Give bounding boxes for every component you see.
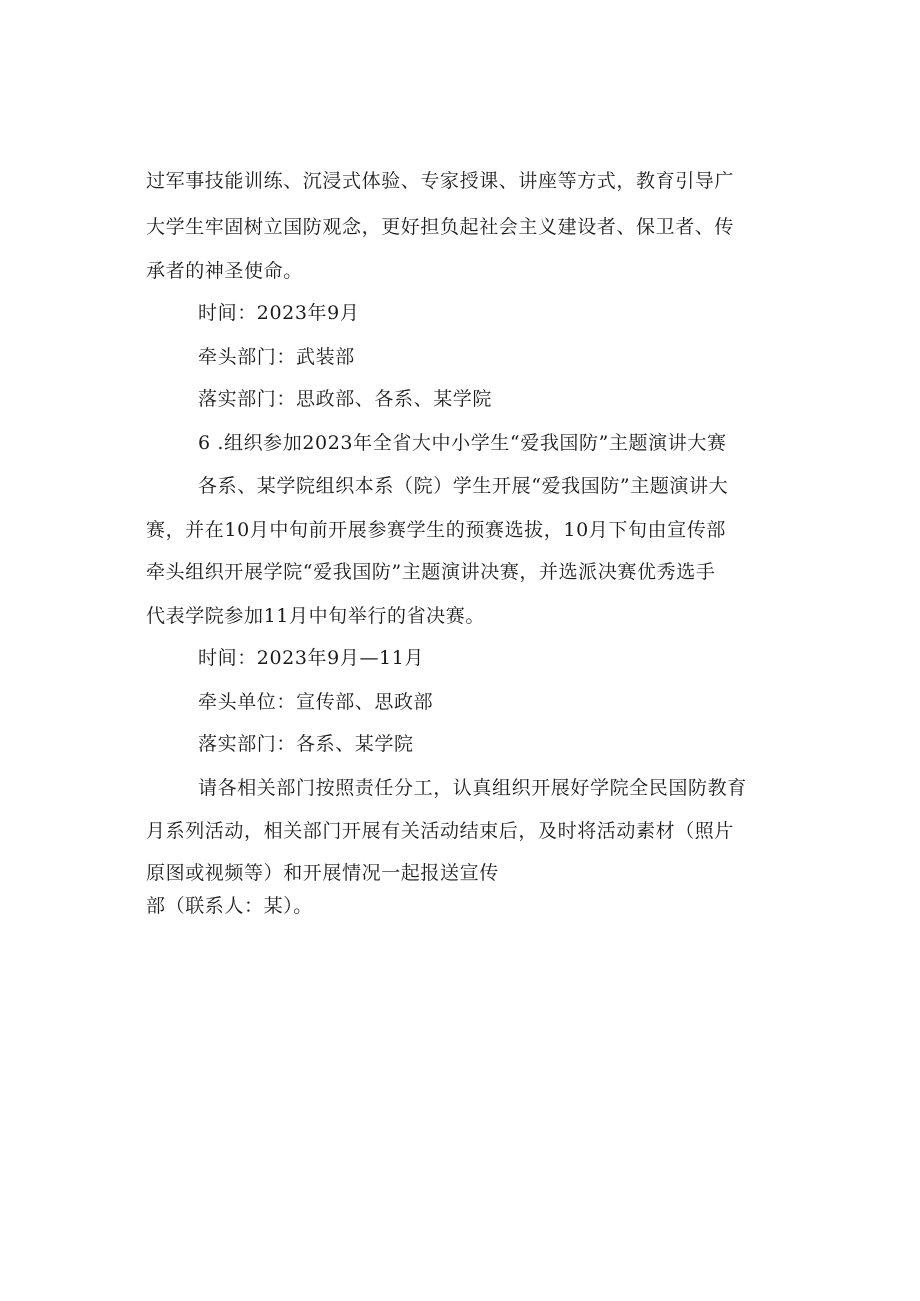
implementing-department-line: 落实部门：思政部、各系、某学院	[198, 388, 493, 410]
lead-department-line: 牵头部门：武装部	[198, 346, 355, 368]
paragraph-line: 承者的神圣使命。	[146, 260, 303, 282]
time-line: 时间：2023年9月	[198, 302, 360, 324]
paragraph-line: 过军事技能训练、沉浸式体验、专家授课、讲座等方式，教育引导广	[146, 170, 735, 192]
paragraph-line: 部（联系人：某）。	[146, 895, 313, 917]
section-heading: 6 .组织参加2023年全省大中小学生“爱我国防”主题演讲大赛	[198, 432, 727, 454]
implementing-department-line: 落实部门：各系、某学院	[198, 733, 414, 755]
time-line: 时间：2023年9月—11月	[198, 647, 425, 669]
paragraph-line: 大学生牢固树立国防观念，更好担负起社会主义建设者、保卫者、传	[146, 216, 735, 238]
paragraph-line: 月系列活动，相关部门开展有关活动结束后，及时将活动素材（照片	[146, 820, 735, 842]
paragraph-line: 原图或视频等）和开展情况一起报送宣传	[146, 862, 499, 884]
paragraph-line: 各系、某学院组织本系（院）学生开展“爱我国防”主题演讲大	[198, 475, 729, 497]
lead-unit-line: 牵头单位：宣传部、思政部	[198, 691, 434, 713]
paragraph-line: 牵头组织开展学院“爱我国防”主题演讲决赛，并选派决赛优秀选手	[146, 561, 716, 583]
paragraph-line: 请各相关部门按照责任分工，认真组织开展好学院全民国防教育	[198, 777, 747, 799]
paragraph-line: 赛，并在10月中旬前开展参赛学生的预赛选拔，10月下旬由宣传部	[146, 519, 726, 541]
paragraph-line: 代表学院参加11月中旬举行的省决赛。	[146, 605, 485, 627]
